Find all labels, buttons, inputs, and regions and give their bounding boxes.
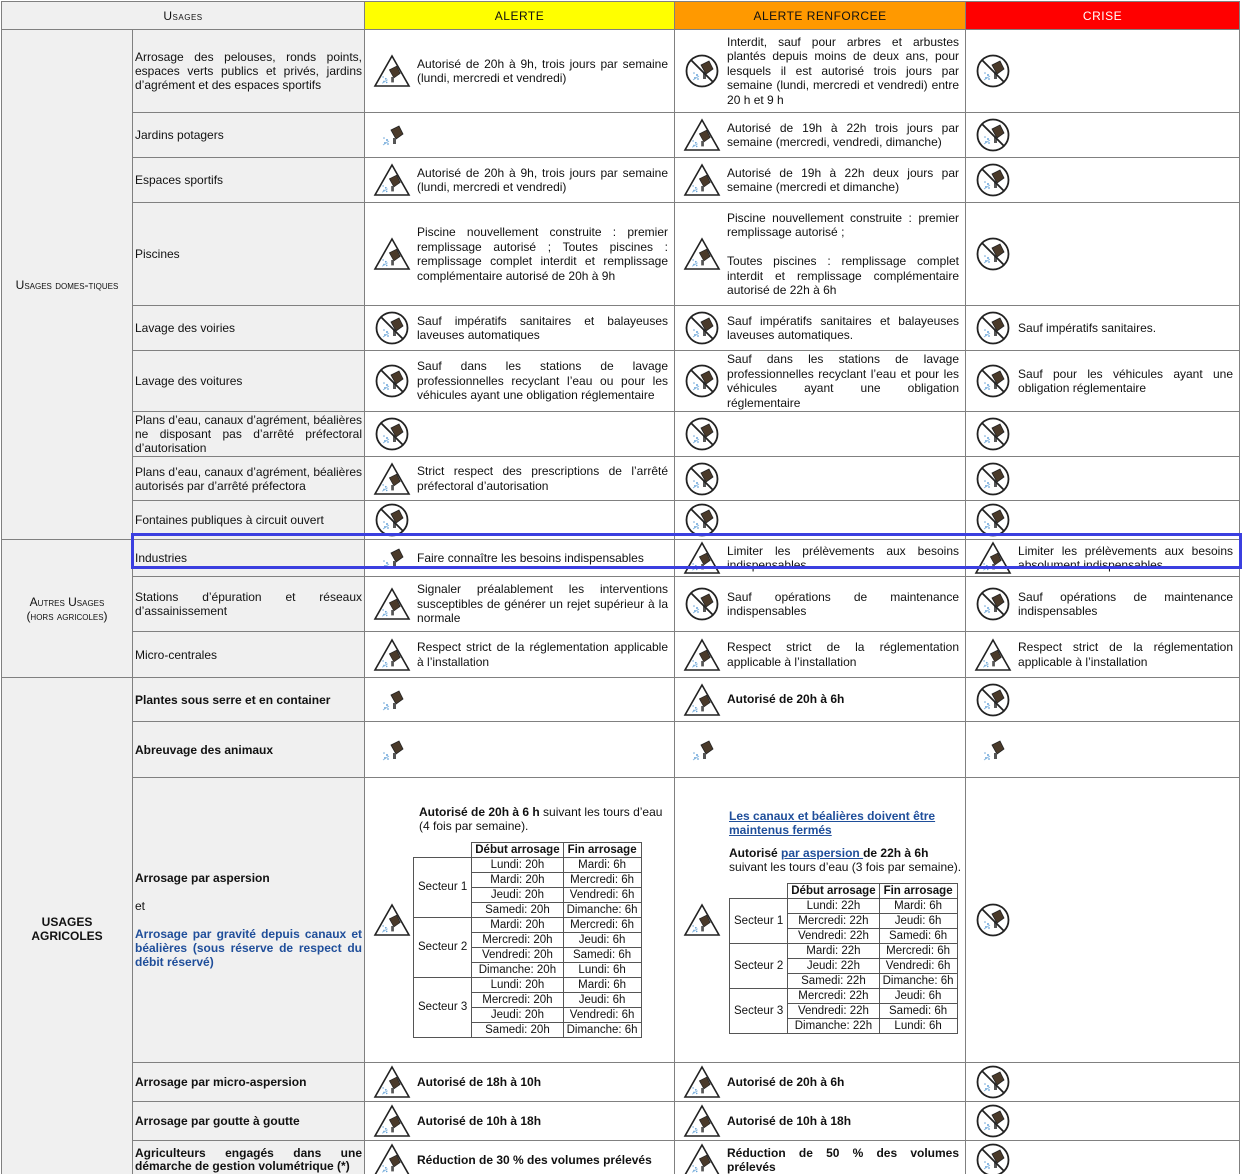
schedule-end: Samedi: 6h <box>563 947 641 962</box>
forbidden-sprinkler-icon <box>968 162 1018 198</box>
warning-sprinkler-icon <box>367 237 417 271</box>
schedule-sector: Secteur 1 <box>730 898 788 943</box>
forbidden-sprinkler-icon <box>367 416 417 452</box>
usage-label: Stations d’épuration et réseaux d’assainissement <box>133 577 365 632</box>
schedule-start: Mardi: 20h <box>472 917 563 932</box>
forbidden-sprinkler-icon <box>968 502 1018 538</box>
schedule-header-fin: Fin arrosage <box>563 842 641 857</box>
usage-label: Arrosage des pelouses, ronds points, espaces verts publics et privés, jardins d’agrément et des espaces sportifs <box>133 30 365 113</box>
forbidden-sprinkler-icon <box>968 682 1018 718</box>
header-usages: Usages <box>2 2 365 30</box>
schedule-end: Mercredi: 6h <box>563 917 641 932</box>
restrictions-table <box>1 1 1240 1174</box>
usage-label: Plans d’eau, canaux d’agrément, béalières ne disposant pas d’arrêté préfectoral d’autorisation <box>133 412 365 457</box>
forbidden-sprinkler-icon <box>968 416 1018 452</box>
table-row: Espaces sportifs Autorisé de 20h à 9h, trois jours par semaine (lundi, mercredi et vendredi) Autorisé de 19h à 22h deux jours par semaine (mercredi et dimanche) <box>2 158 1240 203</box>
forbidden-sprinkler-icon <box>367 363 417 399</box>
schedule-start: Lundi: 22h <box>788 898 879 913</box>
warning-sprinkler-icon <box>968 541 1018 575</box>
header-alerte-renforcee: ALERTE RENFORCEE <box>675 2 966 30</box>
warning-sprinkler-icon <box>677 1104 727 1138</box>
forbidden-sprinkler-icon <box>677 461 727 497</box>
usage-label: Arrosage par aspersion et Arrosage par gravité depuis canaux et béalières (sous réserve de respect du débit réservé) <box>133 778 365 1063</box>
schedule-end: Jeudi: 6h <box>879 988 957 1003</box>
warning-sprinkler-icon <box>367 638 417 672</box>
header-crise: CRISE <box>966 2 1240 30</box>
sprinkler-icon <box>367 118 417 152</box>
schedule-end: Vendredi: 6h <box>563 887 641 902</box>
usage-label: Espaces sportifs <box>133 158 365 203</box>
usage-label: Arrosage par micro-aspersion <box>133 1063 365 1102</box>
schedule-row <box>730 988 958 1003</box>
forbidden-sprinkler-icon <box>677 363 727 399</box>
schedule-end: Jeudi: 6h <box>563 932 641 947</box>
sprinkler-icon <box>367 683 417 717</box>
schedule-end: Samedi: 6h <box>879 1003 957 1018</box>
schedule-header-debut: Début arrosage <box>788 883 879 898</box>
warning-sprinkler-icon <box>677 683 727 717</box>
schedule-header-row <box>730 883 958 898</box>
forbidden-sprinkler-icon <box>968 363 1018 399</box>
schedule-start: Samedi: 20h <box>472 1022 563 1037</box>
forbidden-sprinkler-icon <box>677 586 727 622</box>
warning-sprinkler-icon <box>367 587 417 621</box>
sprinkler-icon <box>968 733 1018 767</box>
table-row: Micro-centrales Respect strict de la réglementation applicable à l’installation Respect strict de la réglementation applicable à l’installation Respect strict de la réglementation applicable à l’installation <box>2 632 1240 678</box>
usage-label: Abreuvage des animaux <box>133 722 365 778</box>
usage-label: Micro-centrales <box>133 632 365 678</box>
forbidden-sprinkler-icon <box>367 502 417 538</box>
forbidden-sprinkler-icon <box>968 586 1018 622</box>
schedule-end: Mardi: 6h <box>563 857 641 872</box>
table-row: Piscines Piscine nouvellement construite : premier remplissage autorisé ; Toutes piscines : remplissage complet interdit et remplissage complémentaire autorisé de 20h à 9h Piscine nouvellement construite : premier remplissage autorisé ; Toutes piscines : remplissage complet interdit et remplissage complémentaire autorisé de 22h à 6h <box>2 203 1240 306</box>
warning-sprinkler-icon <box>677 903 727 937</box>
schedule-end: Mercredi: 6h <box>563 872 641 887</box>
schedule-row <box>730 943 958 958</box>
forbidden-sprinkler-icon <box>367 310 417 346</box>
schedule-start: Jeudi: 22h <box>788 958 879 973</box>
schedule-start: Mercredi: 22h <box>788 988 879 1003</box>
table-row <box>2 722 1240 778</box>
schedule-start: Mardi: 22h <box>788 943 879 958</box>
forbidden-sprinkler-icon <box>968 1064 1018 1100</box>
usage-label: Piscines <box>133 203 365 306</box>
warning-sprinkler-icon <box>367 163 417 197</box>
table-row: Arrosage par goutte à goutte Autorisé de 10h à 18h Autorisé de 10h à 18h <box>2 1102 1240 1141</box>
category-usages-domestiques: Usages domes-tiques <box>2 30 133 540</box>
schedule-end: Vendredi: 6h <box>879 958 957 973</box>
schedule-end: Jeudi: 6h <box>879 913 957 928</box>
warning-sprinkler-icon <box>367 1104 417 1138</box>
warning-sprinkler-icon <box>367 1065 417 1099</box>
usage-label: Jardins potagers <box>133 113 365 158</box>
schedule-start: Vendredi: 22h <box>788 928 879 943</box>
forbidden-sprinkler-icon <box>968 310 1018 346</box>
schedule-sector: Secteur 1 <box>414 857 472 917</box>
usage-label: Plantes sous serre et en container <box>133 678 365 722</box>
forbidden-sprinkler-icon <box>677 502 727 538</box>
warning-sprinkler-icon <box>367 462 417 496</box>
schedule-header-fin: Fin arrosage <box>879 883 957 898</box>
sprinkler-icon <box>367 733 417 767</box>
warning-sprinkler-icon <box>677 237 727 271</box>
schedule-end: Vendredi: 6h <box>563 1007 641 1022</box>
schedule-row <box>414 917 642 932</box>
sprinkler-icon <box>677 733 727 767</box>
sprinkler-icon <box>367 541 417 575</box>
schedule-start: Jeudi: 20h <box>472 1007 563 1022</box>
warning-sprinkler-icon <box>677 163 727 197</box>
schedule-sector: Secteur 2 <box>730 943 788 988</box>
schedule-header-debut: Début arrosage <box>472 842 563 857</box>
schedule-sector: Secteur 3 <box>414 977 472 1037</box>
schedule-row <box>414 857 642 872</box>
schedule-end: Dimanche: 6h <box>563 1022 641 1037</box>
table-row: Arrosage par micro-aspersion Autorisé de 18h à 10h Autorisé de 20h à 6h <box>2 1063 1240 1102</box>
header-alerte: ALERTE <box>365 2 675 30</box>
schedule-end: Dimanche: 6h <box>563 902 641 917</box>
forbidden-sprinkler-icon <box>968 53 1018 89</box>
schedule-start: Mercredi: 22h <box>788 913 879 928</box>
schedule-start: Mardi: 20h <box>472 872 563 887</box>
schedule-end: Samedi: 6h <box>879 928 957 943</box>
schedule-sector: Secteur 2 <box>414 917 472 977</box>
table-row: Arrosage par aspersion et Arrosage par gravité depuis canaux et béalières (sous réserve de respect du débit réservé) Autorisé de 20h à 6 h suivant les tours d’eau (4 fois par semaine). Début arrosage Fin arrosage Secteur 1 Lundi: 20h Mardi: 6h Mardi: 20h Mercredi: 6h Jeudi: 20h Vendredi: 6h Samedi: 20h Dimanche: 6h Secteur 2 Mardi: 20h Mercredi: 6h Mercredi: 20h Jeudi: 6h Vendredi: 20h Samedi: 6h Dimanche: 20h Lundi: 6h Secteur 3 Lundi: 20h Mardi: 6h Mercredi: 20h Jeudi: 6h Jeudi: 20h Vendredi: 6h Samedi: 20h Dimanche: 6h Les canaux et béalières doivent être maintenus fermés Autorisé par aspersion de 22h à 6h suivant les tours d’eau (3 fois par semaine). Début arrosage Fin arrosage Secteur 1 Lundi: 22h Mardi: 6h Mercredi: 22h Jeudi: 6h Vendredi: 22h Samedi: 6h Secteur 2 Mardi: 22h Mercredi: 6h Jeudi: 22h Vendredi: 6h Samedi: 22h Dimanche: 6h Secteur 3 Mercredi: 22h Jeudi: 6h Vendredi: 22h Samedi: 6h Dimanche: 22h Lundi: 6h <box>2 778 1240 1063</box>
forbidden-sprinkler-icon <box>677 53 727 89</box>
schedule-row <box>730 898 958 913</box>
schedule-end: Jeudi: 6h <box>563 992 641 1007</box>
table-row: Stations d’épuration et réseaux d’assainissement Signaler préalablement les interventions susceptibles de générer un rejet supérieur à la normale Sauf opérations de maintenance indispensables Sauf opérations de maintenance indispensables <box>2 577 1240 632</box>
table-row: Agriculteurs engagés dans une démarche de gestion volumétrique (*) Réduction de 30 % des volumes prélevés Réduction de 50 % des volumes prélevés <box>2 1141 1240 1174</box>
schedule-end: Mardi: 6h <box>563 977 641 992</box>
schedule-start: Mercredi: 20h <box>472 932 563 947</box>
usage-label: Arrosage par goutte à goutte <box>133 1102 365 1141</box>
schedule-end: Dimanche: 6h <box>879 973 957 988</box>
schedule-alerte <box>413 842 642 1038</box>
warning-sprinkler-icon <box>677 541 727 575</box>
forbidden-sprinkler-icon <box>968 1103 1018 1139</box>
forbidden-sprinkler-icon <box>968 236 1018 272</box>
schedule-start: Vendredi: 20h <box>472 947 563 962</box>
schedule-start: Samedi: 20h <box>472 902 563 917</box>
warning-sprinkler-icon <box>367 903 417 937</box>
forbidden-sprinkler-icon <box>677 416 727 452</box>
warning-sprinkler-icon <box>677 1065 727 1099</box>
schedule-start: Jeudi: 20h <box>472 887 563 902</box>
forbidden-sprinkler-icon <box>677 310 727 346</box>
table-row <box>2 412 1240 457</box>
forbidden-sprinkler-icon <box>968 461 1018 497</box>
usage-label: Agriculteurs engagés dans une démarche de gestion volumétrique (*) <box>133 1141 365 1174</box>
warning-sprinkler-icon <box>367 1143 417 1174</box>
category-usages-agricoles: USAGES AGRICOLES <box>2 678 133 1174</box>
schedule-start: Dimanche: 20h <box>472 962 563 977</box>
table-row: Autres Usages (hors agricoles) Industries Faire connaître les besoins indispensables Limiter les prélèvements aux besoins indispensables Limiter les prélèvements aux besoins absolument indispensables <box>2 540 1240 577</box>
table-row: Plans d’eau, canaux d’agrément, béalières autorisés par d’arrêté préfectora Strict respect des prescriptions de l’arrêté préfectoral d’autorisation <box>2 457 1240 501</box>
usage-label: Plans d’eau, canaux d’agrément, béalières autorisés par d’arrêté préfectora <box>133 457 365 501</box>
table-row: Usages domes-tiques Arrosage des pelouses, ronds points, espaces verts publics et privés, jardins d’agrément et des espaces sportifs Autorisé de 20h à 9h, trois jours par semaine (lundi, mercredi et vendredi) Interdit, sauf pour arbres et arbustes plantés depuis moins de deux ans, pour lesquels il est autorisé trois jours par semaine (lundi, mercredi et vendredi) entre 20 h et 9 h <box>2 30 1240 113</box>
category-autres-usages: Autres Usages (hors agricoles) <box>2 540 133 678</box>
warning-sprinkler-icon <box>367 54 417 88</box>
schedule-start: Mercredi: 20h <box>472 992 563 1007</box>
usage-label: Lavage des voitures <box>133 351 365 412</box>
warning-sprinkler-icon <box>677 118 727 152</box>
schedule-alerte-renforcee <box>729 883 958 1034</box>
table-row: USAGES AGRICOLES Plantes sous serre et en container Autorisé de 20h à 6h <box>2 678 1240 722</box>
schedule-end: Mardi: 6h <box>879 898 957 913</box>
schedule-end: Lundi: 6h <box>563 962 641 977</box>
schedule-start: Vendredi: 22h <box>788 1003 879 1018</box>
usage-label: Lavage des voiries <box>133 306 365 351</box>
usage-label: Industries <box>133 540 365 577</box>
forbidden-sprinkler-icon <box>968 902 1018 938</box>
forbidden-sprinkler-icon <box>968 1142 1018 1174</box>
table-row: Lavage des voitures Sauf dans les stations de lavage professionnelles recyclant l’eau ou pour les véhicules ayant une obligation réglementaire Sauf dans les stations de lavage professionnelles recyclant l’eau et pour les véhicules ayant une obligation réglementaire Sauf pour les véhicules ayant une obligation réglementaire <box>2 351 1240 412</box>
schedule-header-row <box>414 842 642 857</box>
schedule-end: Mercredi: 6h <box>879 943 957 958</box>
schedule-end: Lundi: 6h <box>879 1018 957 1033</box>
schedule-sector: Secteur 3 <box>730 988 788 1033</box>
usage-label: Fontaines publiques à circuit ouvert <box>133 501 365 540</box>
warning-sprinkler-icon <box>968 638 1018 672</box>
warning-sprinkler-icon <box>677 1143 727 1174</box>
warning-sprinkler-icon <box>677 638 727 672</box>
forbidden-sprinkler-icon <box>968 117 1018 153</box>
schedule-start: Samedi: 22h <box>788 973 879 988</box>
schedule-row <box>414 977 642 992</box>
schedule-start: Dimanche: 22h <box>788 1018 879 1033</box>
table-row <box>2 501 1240 540</box>
table-row: Lavage des voiries Sauf impératifs sanitaires et balayeuses laveuses automatiques Sauf impératifs sanitaires et balayeuses laveuses automatiques. Sauf impératifs sanitaires. <box>2 306 1240 351</box>
table-row: Jardins potagers Autorisé de 19h à 22h trois jours par semaine (mercredi, vendredi, dimanche) <box>2 113 1240 158</box>
schedule-start: Lundi: 20h <box>472 977 563 992</box>
schedule-start: Lundi: 20h <box>472 857 563 872</box>
